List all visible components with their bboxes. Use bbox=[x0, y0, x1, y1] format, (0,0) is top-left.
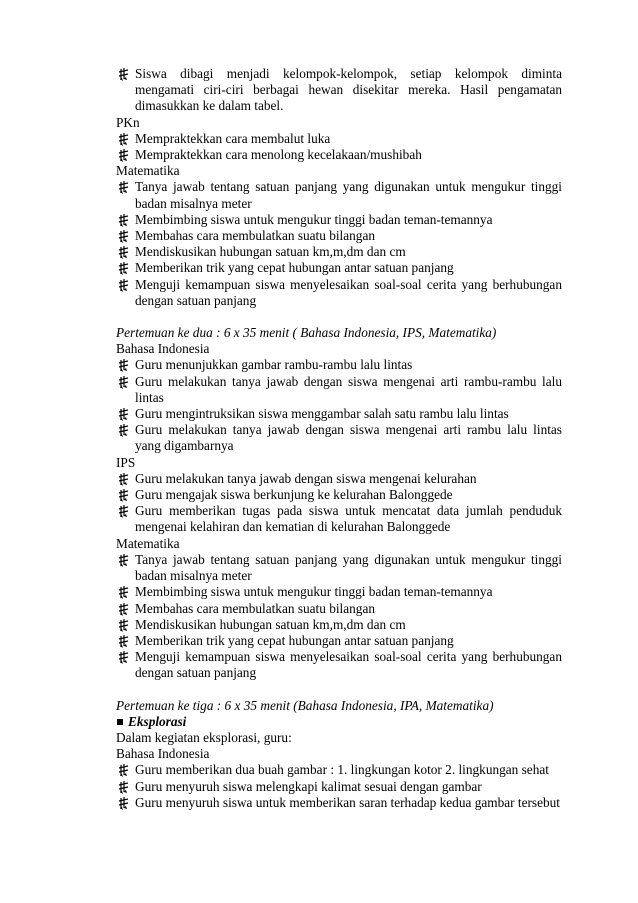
bullet-text: Mempraktekkan cara membalut luka bbox=[135, 130, 331, 146]
bullet-text: Tanya jawab tentang satuan panjang yang digunakan untuk mengukur tinggi badan misalnya meter bbox=[135, 551, 562, 584]
hand-bullet-icon bbox=[118, 181, 130, 194]
hand-bullet-icon bbox=[118, 262, 130, 275]
section-spacer bbox=[116, 682, 562, 698]
bullet-item bbox=[116, 131, 562, 147]
hand-bullet-icon bbox=[118, 554, 130, 567]
bullet-text: Menguji kemampuan siswa menyelesaikan soal-soal cerita yang berhubungan dengan satuan panjang bbox=[135, 649, 562, 681]
bullet-item bbox=[116, 357, 562, 373]
bullet-text: Guru memberikan dua buah gambar : 1. lingkungan kotor 2. lingkungan sehat bbox=[135, 762, 549, 778]
bullet-text: Guru melakukan tanya jawab dengan siswa mengenai arti rambu lalu lintas yang digambarnya bbox=[135, 422, 562, 454]
hand-bullet-icon bbox=[118, 246, 130, 259]
hand-bullet-icon bbox=[118, 376, 130, 389]
hand-bullet-icon bbox=[118, 586, 130, 599]
bullet-text: Membimbing siswa untuk mengukur tinggi badan teman-temannya bbox=[135, 211, 493, 227]
hand-bullet-icon bbox=[118, 635, 130, 648]
bullet-text: Guru mengajak siswa berkunjung ke kelurahan Balonggede bbox=[135, 487, 453, 503]
hand-bullet-icon bbox=[118, 214, 130, 227]
bullet-text: Tanya jawab tentang satuan panjang yang digunakan untuk mengukur tinggi badan misalnya meter bbox=[135, 179, 562, 211]
bullet-text: Mempraktekkan cara menolong kecelakaan/mushibah bbox=[135, 147, 422, 163]
meeting-title: Pertemuan ke dua : 6 x 35 menit ( Bahasa Indonesia, IPS, Matematika) bbox=[116, 325, 497, 341]
bullet-text: Membahas cara membulatkan suatu bilangan bbox=[135, 228, 375, 244]
bullet-text: Membimbing siswa untuk mengukur tinggi badan teman-temannya bbox=[135, 584, 493, 600]
bullet-item bbox=[116, 487, 562, 503]
bullet-text: Memberikan trik yang cepat hubungan antar satuan panjang bbox=[135, 632, 454, 648]
bullet-text: Memberikan trik yang cepat hubungan antar satuan panjang bbox=[135, 260, 454, 276]
square-bullet-heading bbox=[116, 714, 562, 730]
hand-bullet-icon bbox=[118, 359, 130, 372]
hand-bullet-icon bbox=[118, 619, 130, 632]
bullet-item bbox=[116, 649, 562, 681]
hand-bullet-icon bbox=[118, 133, 130, 146]
hand-bullet-icon bbox=[118, 764, 130, 777]
subject-heading: Matematika bbox=[116, 535, 180, 551]
subject-heading: Bahasa Indonesia bbox=[116, 746, 210, 762]
bullet-item bbox=[116, 617, 562, 633]
bullet-item bbox=[116, 552, 562, 584]
bullet-item bbox=[116, 779, 562, 795]
section-spacer bbox=[116, 309, 562, 325]
bullet-text: Guru melakukan tanya jawab dengan siswa mengenai kelurahan bbox=[135, 470, 477, 486]
bullet-text: Guru menunjukkan gambar rambu-rambu lalu lintas bbox=[135, 357, 413, 373]
section-heading-text: Eksplorasi bbox=[128, 713, 187, 729]
bullet-item bbox=[116, 584, 562, 600]
hand-bullet-icon bbox=[118, 230, 130, 243]
document-body bbox=[116, 66, 562, 811]
meeting-title: Pertemuan ke tiga : 6 x 35 menit (Bahasa Indonesia, IPA, Matematika) bbox=[116, 697, 494, 713]
bullet-item bbox=[116, 212, 562, 228]
bullet-item bbox=[116, 503, 562, 535]
hand-bullet-icon bbox=[118, 603, 130, 616]
hand-bullet-icon bbox=[118, 424, 130, 437]
bullet-item bbox=[116, 228, 562, 244]
subject-heading: Dalam kegiatan eksplorasi, guru: bbox=[116, 729, 292, 745]
bullet-item bbox=[116, 762, 562, 778]
bullet-text: Mendiskusikan hubungan satuan km,m,dm dan cm bbox=[135, 616, 406, 632]
bullet-text: Membahas cara membulatkan suatu bilangan bbox=[135, 600, 375, 616]
hand-bullet-icon bbox=[118, 505, 130, 518]
bullet-item bbox=[116, 633, 562, 649]
hand-bullet-icon bbox=[118, 489, 130, 502]
bullet-item bbox=[116, 244, 562, 260]
subject-heading: Matematika bbox=[116, 163, 180, 179]
bullet-item bbox=[116, 471, 562, 487]
bullet-text: Guru melakukan tanya jawab dengan siswa mengenai arti rambu-rambu lalu lintas bbox=[135, 373, 562, 405]
hand-bullet-icon bbox=[118, 279, 130, 292]
hand-bullet-icon bbox=[118, 149, 130, 162]
subject-heading: Bahasa Indonesia bbox=[116, 341, 210, 357]
bullet-item bbox=[116, 147, 562, 163]
subject-heading: PKn bbox=[116, 114, 140, 130]
hand-bullet-icon bbox=[118, 68, 130, 81]
bullet-item bbox=[116, 422, 562, 454]
bullet-text: Siswa dibagi menjadi kelompok-kelompok, setiap kelompok diminta mengamati ciri-ciri berbagai hewan disekitar mereka. Hasil pengamatan dimasukkan ke dalam tabel. bbox=[135, 66, 562, 114]
hand-bullet-icon bbox=[118, 408, 130, 421]
square-bullet-icon bbox=[117, 719, 123, 725]
bullet-text: Guru menyuruh siswa melengkapi kalimat sesuai dengan gambar bbox=[135, 778, 482, 794]
bullet-text: Guru menyuruh siswa untuk memberikan saran terhadap kedua gambar tersebut bbox=[135, 794, 560, 810]
subject-heading: IPS bbox=[116, 454, 136, 470]
bullet-text: Guru mengintruksikan siswa menggambar salah satu rambu lalu lintas bbox=[135, 406, 509, 422]
hand-bullet-icon bbox=[118, 651, 130, 664]
bullet-text: Mendiskusikan hubungan satuan km,m,dm dan cm bbox=[135, 244, 406, 260]
bullet-item bbox=[116, 260, 562, 276]
hand-bullet-icon bbox=[118, 473, 130, 486]
bullet-item bbox=[116, 406, 562, 422]
bullet-item bbox=[116, 66, 562, 115]
bullet-item bbox=[116, 374, 562, 406]
bullet-text: Guru memberikan tugas pada siswa untuk mencatat data jumlah penduduk mengenai kelahiran dan kematian di kelurahan Balonggede bbox=[135, 503, 562, 535]
bullet-item bbox=[116, 795, 562, 811]
bullet-item bbox=[116, 277, 562, 309]
bullet-item bbox=[116, 601, 562, 617]
hand-bullet-icon bbox=[118, 797, 130, 810]
hand-bullet-icon bbox=[118, 781, 130, 794]
bullet-text: Menguji kemampuan siswa menyelesaikan soal-soal cerita yang berhubungan dengan satuan panjang bbox=[135, 276, 562, 308]
bullet-item bbox=[116, 179, 562, 211]
